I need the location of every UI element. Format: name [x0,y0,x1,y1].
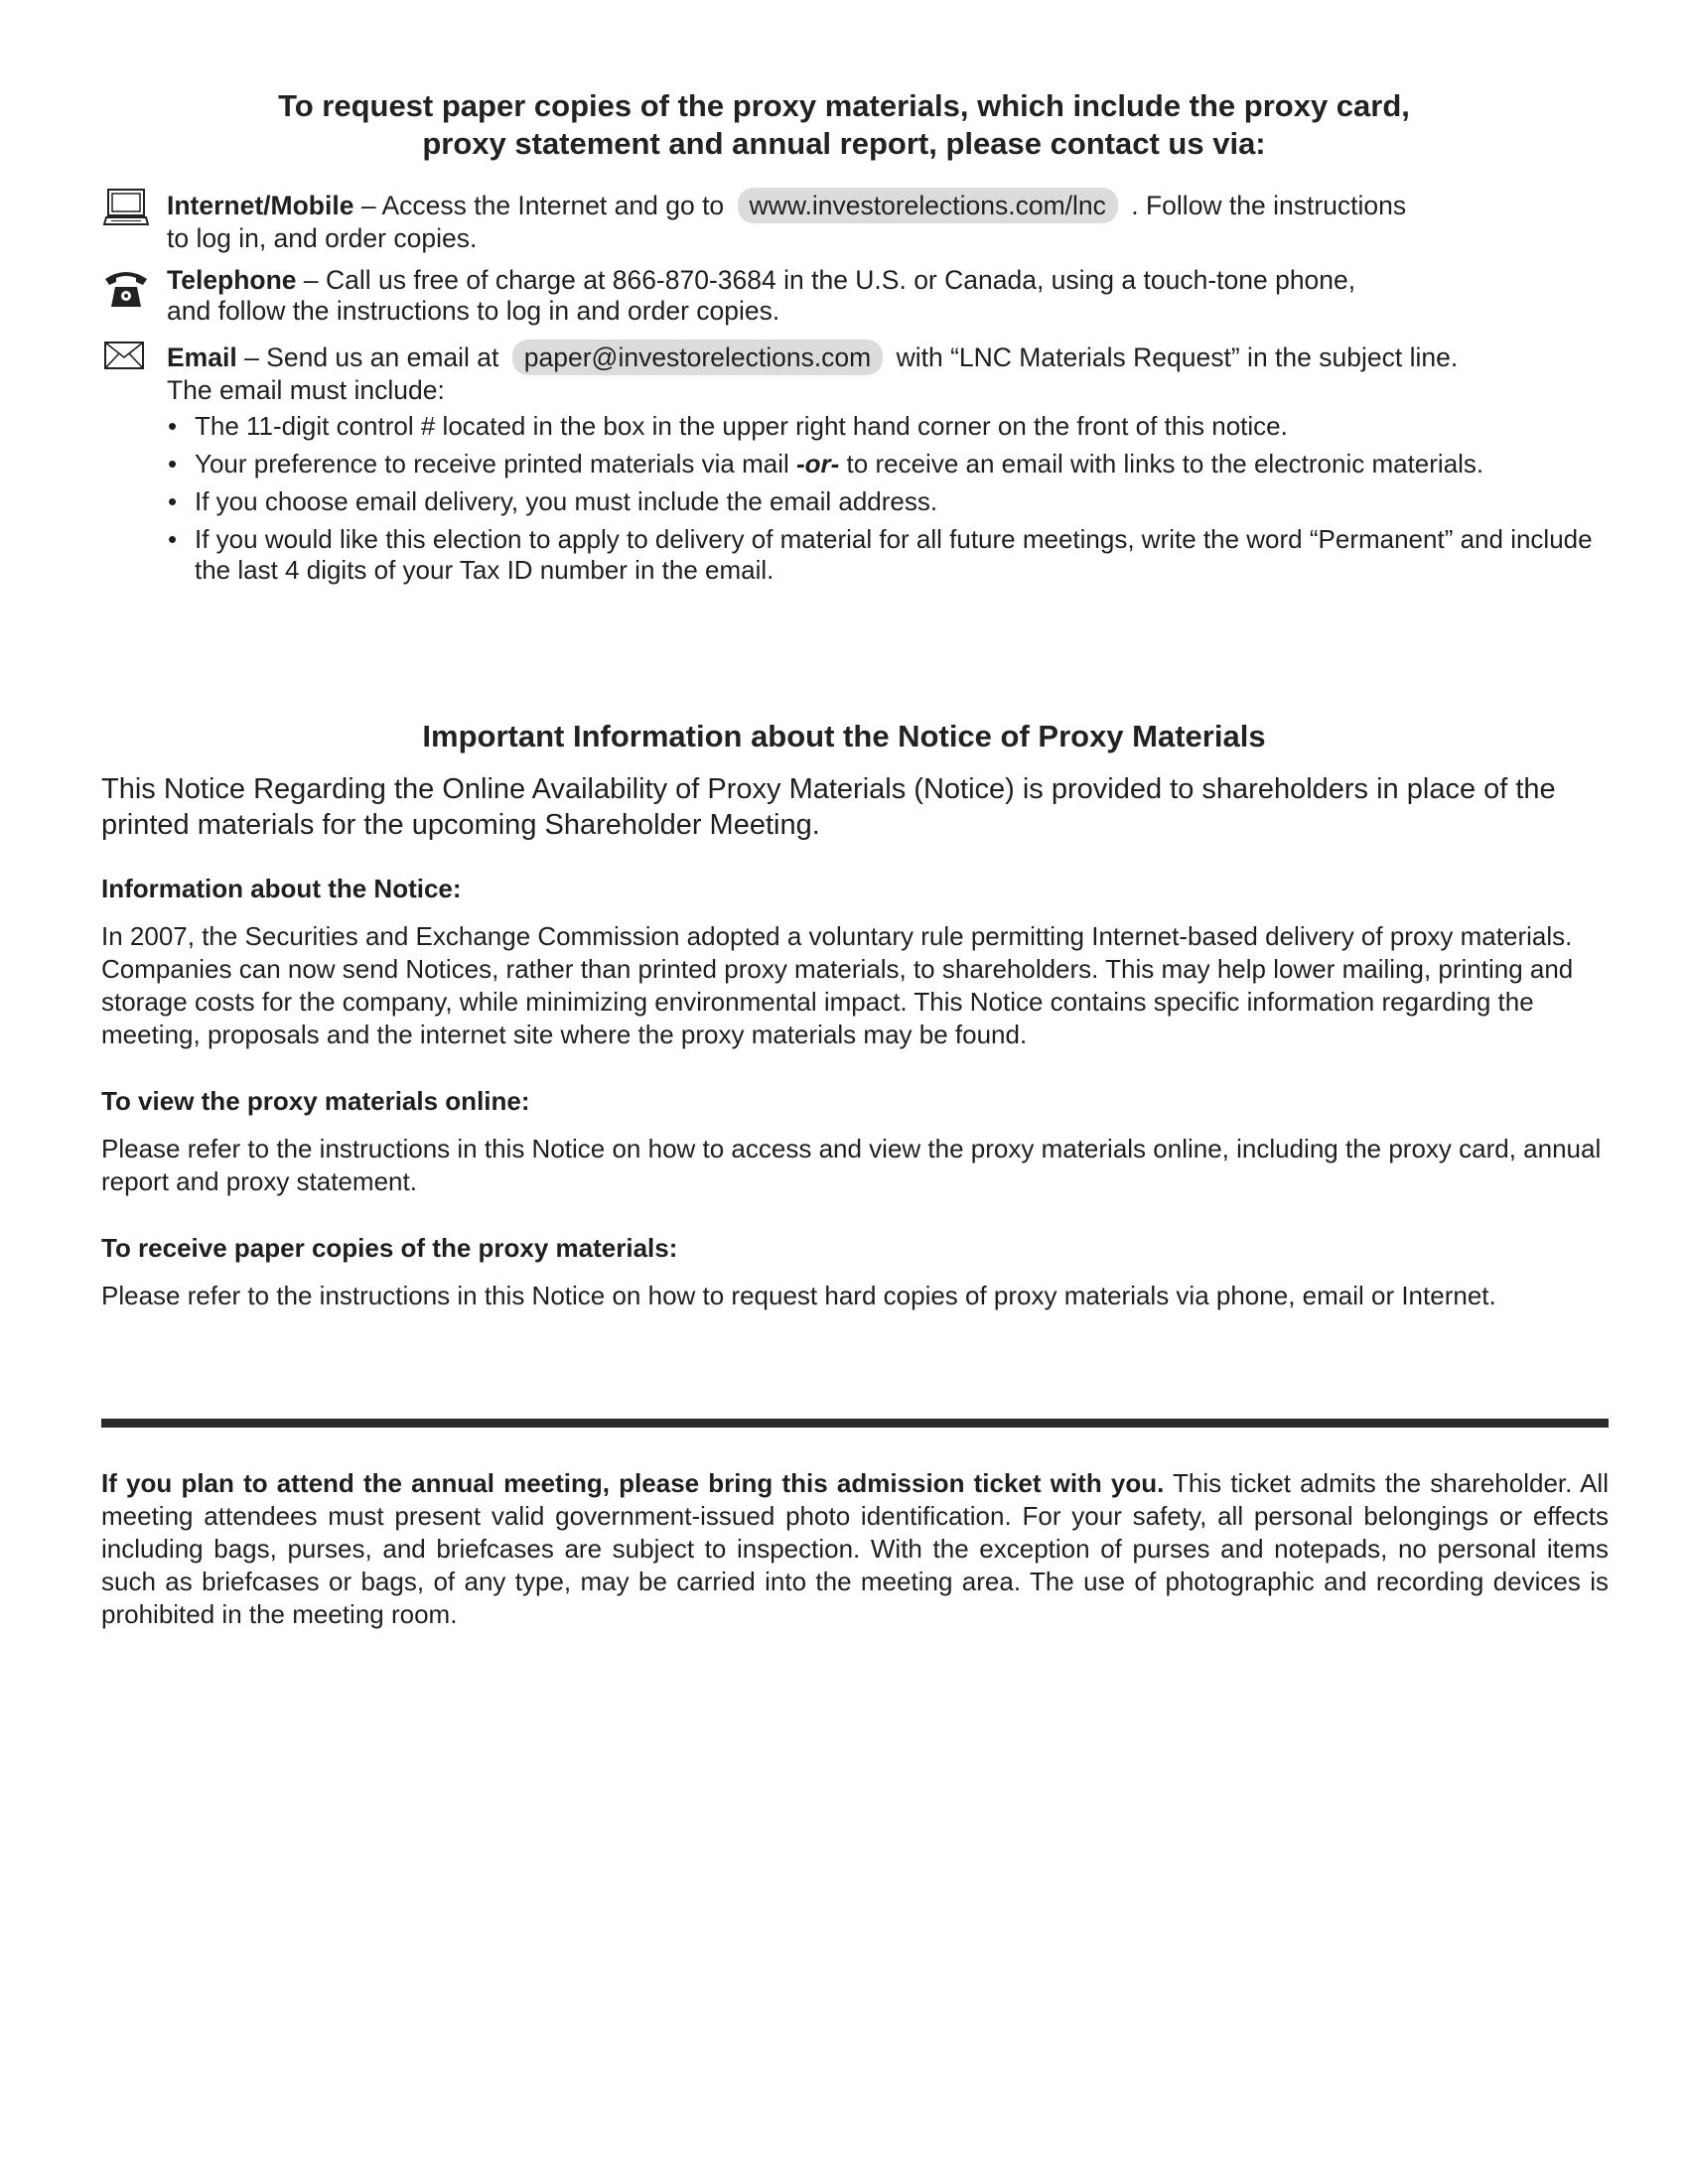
paper-copies-subheading: To receive paper copies of the proxy materials: [101,1233,678,1263]
internet-label: Internet/Mobile [167,191,354,220]
admission-ticket-text: If you plan to attend the annual meeting, please bring this admission ticket with you. This ticket admits the shareholder. All meeting attendees must present valid government-issued photo identification. For your safety, all personal belongings or effects including bags, purses, and briefcases are subject to inspection. With the exception of purses and notepads, no personal items such as briefcases or bags, of any type, may be carried into the meeting area. The use of photographic and recording devices is prohibited in the meeting room. [101,1468,1609,1629]
email-requirements-list [165,411,1615,593]
important-intro: This Notice Regarding the Online Availability of Proxy Materials (Notice) is provided to shareholders in place of the printed materials for the upcoming Shareholder Meeting. [101,773,1556,841]
list-item: • If you would like this election to apply to delivery of material for all future meetings, write the word “Permanent” and include the last 4 digits of your Tax ID number in the email. [168,524,1593,585]
request-heading: To request paper copies of the proxy materials, which include the proxy card, proxy statement and annual report, please contact us via: [278,88,1410,161]
telephone-icon [103,265,149,318]
list-item: • If you choose email delivery, you must include the email address. [168,486,938,516]
list-item: • Your preference to receive printed materials via mail -or- to receive an email with links to the electronic materials. [168,449,1484,478]
view-online-paragraph: Please refer to the instructions in this Notice on how to access and view the proxy materials online, including the proxy card, annual report and proxy statement. [101,1134,1602,1196]
proxy-notice-page: To request paper copies of the proxy materials, which include the proxy card, proxy statement and annual report, please contact us via: Internet/Mobile – Access the Internet and go to www.investorelections.com/lnc . Follow the instructions to log in, and order copies. Telephone – Call us free of charge at 866-870-3684 in the U.S. or Canada, using a touch-tone phone, and follow the instructions to log in and order copies. Email – Send us an email at paper@investorelections.com with “LNC Materials Request” in the subject line. The email must include: • The 11-digit control # located in the box in the upper right hand corner on the front of this notice. • Your preference to receive printed materials via mail -or- to receive an email with links to the electronic materials. • If you choose email delivery, you must include the email address. • If you would like this election to apply to delivery of material for all future meetings, write the word “Permanent” and include the last 4 digits of your Tax ID number in the email. Important Information about the Notice of Proxy Materials This Notice Regarding the Online Availability of Proxy Materials (Notice) is provided to shareholders in place of the printed materials for the upcoming Shareholder Meeting. Information about the Notice: In 2007, the Securities and Exchange Commission adopted a voluntary rule permitting Internet-based delivery of proxy materials. Companies can now send Notices, rather than printed proxy materials, to shareholders. This may help lower mailing, printing and storage costs for the company, while minimizing environmental impact. This Notice contains specific information regarding the meeting, proposals and the internet site where the proxy materials may be found. To view the proxy materials online: Please refer to the instructions in this Notice on how to access and view the proxy materials online, including the proxy card, annual report and proxy statement. To receive paper copies of the proxy materials: Please refer to the instructions in this Notice on how to request hard copies of proxy materials via phone, email or Internet. If you plan to attend the annual meeting, please bring this admission ticket with you. This ticket admits the shareholder. All meeting attendees must present valid government-issued photo identification. For your safety, all personal belongings or effects including bags, purses, and briefcases are subject to inspection. With the exception of purses and notepads, no personal items such as briefcases or bags, of any type, may be carried into the meeting area. The use of photographic and recording devices is prohibited in the meeting room. [0,0,1688,2184]
telephone-label: Telephone [167,265,297,295]
computer-icon [103,188,149,234]
paper-copies-paragraph: Please refer to the instructions in this Notice on how to request hard copies of proxy materials via phone, email or Internet. [101,1281,1496,1310]
internet-url-link[interactable]: www.investorelections.com/lnc [738,188,1118,223]
notice-paragraph: In 2007, the Securities and Exchange Commission adopted a voluntary rule permitting Internet-based delivery of proxy materials. Companies can now send Notices, rather than printed proxy materials, to shareholders. This may help lower mailing, printing and storage costs for the company, while minimizing environmental impact. This Notice contains specific information regarding the meeting, proposals and the internet site where the proxy materials may be found. [101,921,1574,1049]
envelope-icon [103,340,145,378]
email-label: Email [167,342,237,372]
view-online-subheading: To view the proxy materials online: [101,1086,530,1116]
notice-subheading: Information about the Notice: [101,874,462,903]
section-divider [101,1419,1609,1428]
important-heading: Important Information about the Notice of Proxy Materials [422,719,1266,753]
email-address-link[interactable]: paper@investorelections.com [512,340,883,375]
list-item: • The 11-digit control # located in the box in the upper right hand corner on the front of this notice. [168,411,1288,441]
